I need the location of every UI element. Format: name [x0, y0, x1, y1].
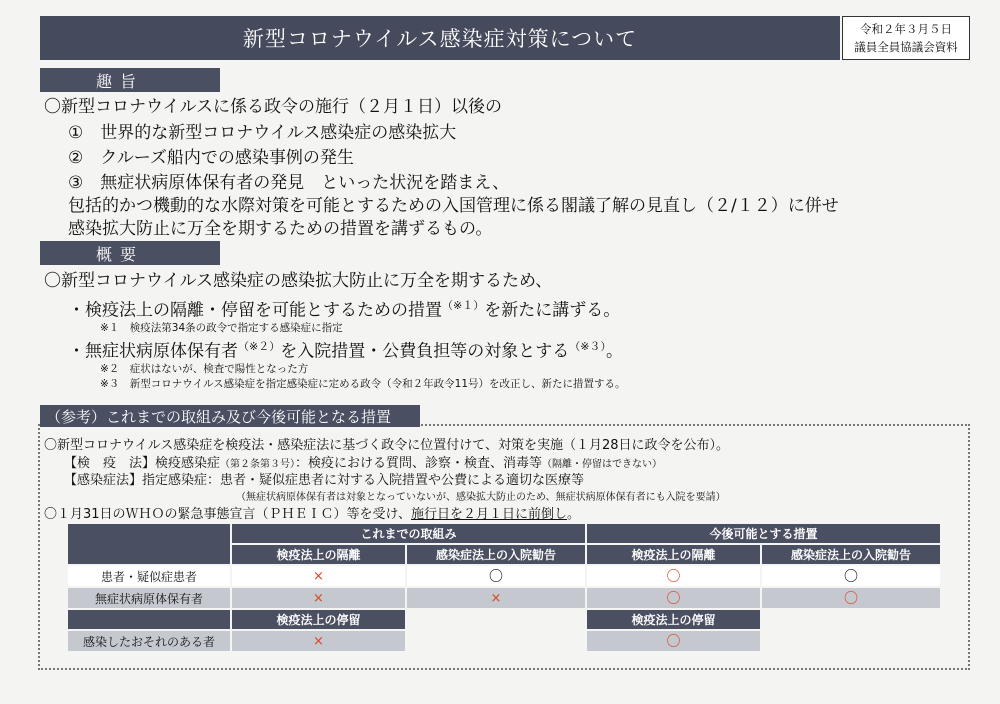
- detention-corner: [68, 610, 230, 629]
- section-label-overview: 概要: [40, 241, 220, 265]
- row-label-asymptomatic: 無症状病原体保有者: [68, 588, 230, 608]
- col-header-detention: 検疫法上の停留: [232, 610, 405, 629]
- overview-lead: 〇新型コロナウイルス感染症の感染拡大防止に万全を期するため、: [44, 271, 553, 291]
- purpose-cont-1: 包括的かつ機動的な水際対策を可能とするための入国管理に係る閣議了解の見直し（２/１２）に併せ: [68, 196, 839, 216]
- circle-mark-red: 〇: [762, 588, 940, 608]
- overview-note-3: ※３ 新型コロナウイルス感染症を指定感染症に定める政令（令和２年政令11号）を改正し、新たに措置する。: [100, 378, 626, 390]
- purpose-item-2: ② クルーズ船内での感染事例の発生: [68, 148, 354, 168]
- overview-note-1: ※１ 検疫法第34条の政令で指定する感染症に指定: [100, 322, 343, 334]
- date-line: 令和２年３月５日: [860, 22, 952, 36]
- col-header-quarantine: 検疫法上の隔離: [232, 545, 405, 564]
- circle-mark-red: 〇: [587, 566, 760, 586]
- purpose-item-1: ① 世界的な新型コロナウイルス感染症の感染拡大: [68, 123, 457, 143]
- reference-line-5: 〇１月31日のＷＨＯの緊急事態宣言（ＰＨＥＩＣ）等を受け、施行日を２月１日に前倒し。: [44, 507, 581, 522]
- group-header-past: これまでの取組み: [232, 524, 585, 543]
- col-header-quarantine: 検疫法上の隔離: [587, 545, 760, 564]
- table-row: [68, 631, 940, 651]
- document-label: 議員全員協議会資料: [854, 40, 958, 54]
- circle-mark-red: 〇: [587, 631, 760, 651]
- date-box: [842, 16, 970, 60]
- col-header-admission: 感染症法上の入院勧告: [762, 545, 940, 564]
- cross-mark: ×: [232, 588, 405, 608]
- cross-mark: ×: [407, 588, 585, 608]
- row-label-patients: 患者・疑似症患者: [68, 566, 230, 586]
- group-header-future: 今後可能とする措置: [587, 524, 940, 543]
- section-label-purpose: 趣旨: [40, 68, 220, 92]
- reference-label: （参考）これまでの取組み及び今後可能となる措置: [40, 405, 420, 427]
- reference-line-4: （無症状病原体保有者は対象となっていないが、感染拡大防止のため、無症状病原体保有者にも入院を要請）: [236, 492, 726, 503]
- purpose-lead: 〇新型コロナウイルスに係る政令の施行（２月１日）以後の: [44, 97, 502, 117]
- cross-mark: ×: [232, 631, 405, 651]
- overview-bullet-2: ・無症状病原体保有者$^{(※2)}$を入院措置・公費負担等の対象とする$^{(※3)}$。: [68, 340, 623, 362]
- circle-mark-red: 〇: [587, 588, 760, 608]
- reference-line-2: 【検 疫 法】検疫感染症（第２条第３号）：検疫における質問、診察・検査、消毒等（隔離・停留はできない）: [64, 456, 663, 471]
- col-header-admission: 感染症法上の入院勧告: [407, 545, 585, 564]
- purpose-item-3: ③ 無症状病原体保有者の発見 といった状況を踏まえ、: [68, 173, 510, 193]
- measures-table: [66, 522, 942, 653]
- circle-mark: 〇: [762, 566, 940, 586]
- col-header-detention: 検疫法上の停留: [587, 610, 760, 629]
- cross-mark: ×: [232, 566, 405, 586]
- reference-line-3: 【感染症法】指定感染症：患者・疑似症患者に対する入院措置や公費による適切な医療等: [64, 473, 585, 488]
- purpose-cont-2: 感染拡大防止に万全を期するための措置を講ずるもの。: [68, 219, 493, 239]
- reference-line-1: 〇新型コロナウイルス感染症を検疫法・感染症法に基づく政令に位置付けて、対策を実施（１月28日に政令を公布）。: [44, 438, 730, 453]
- table-row: [68, 566, 940, 586]
- circle-mark: 〇: [407, 566, 585, 586]
- table-row: [68, 588, 940, 608]
- table-corner: [68, 524, 230, 564]
- row-label-possibly-infected: 感染したおそれのある者: [68, 631, 230, 651]
- overview-bullet-1: ・検疫法上の隔離・停留を可能とするための措置$^{(※1)}$を新たに講ずる。: [68, 299, 621, 321]
- page-title: 新型コロナウイルス感染症対策について: [40, 16, 840, 60]
- overview-note-2: ※２ 症状はないが、検査で陽性となった方: [100, 363, 309, 375]
